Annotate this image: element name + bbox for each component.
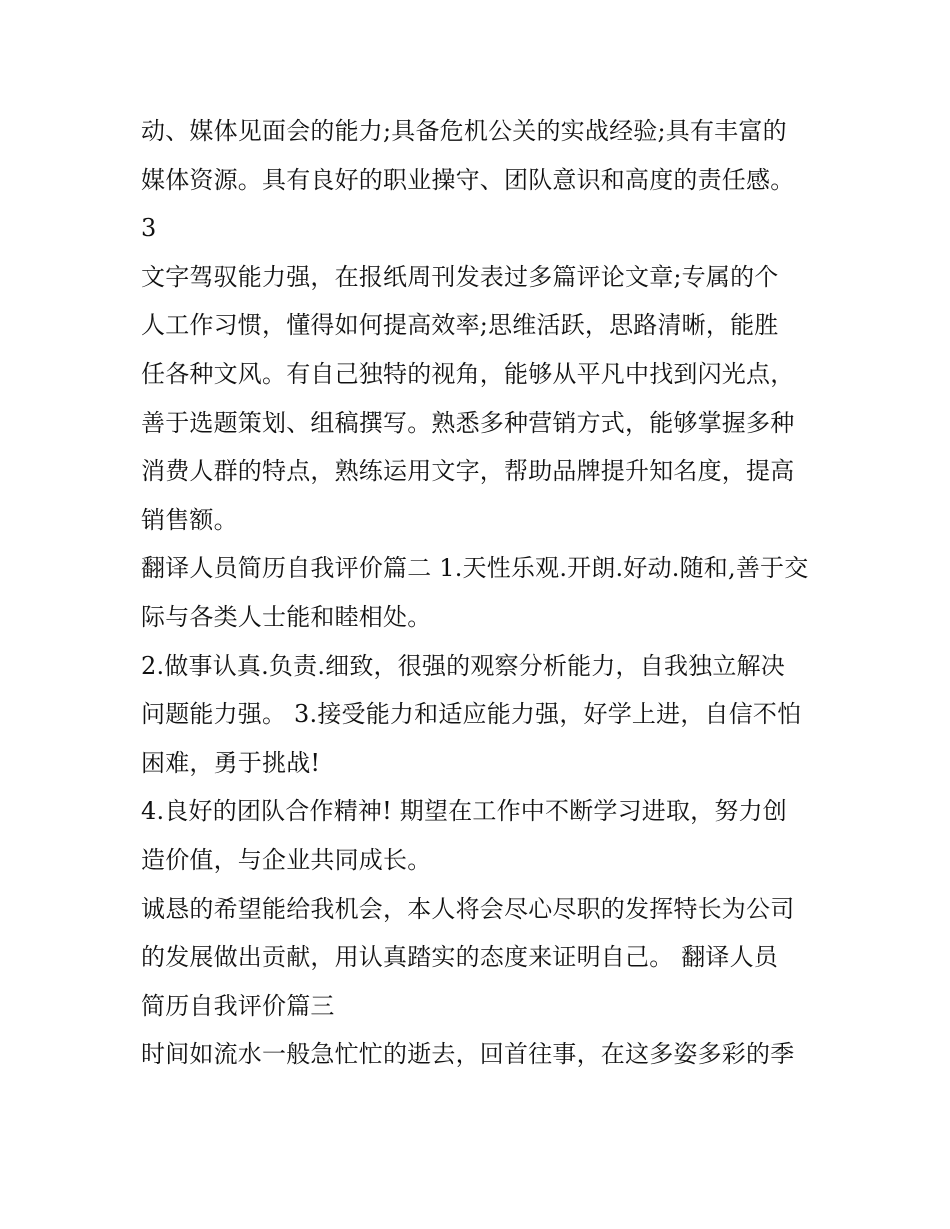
text-line: 媒体资源。具有良好的职业操守、团队意识和高度的责任感。: [141, 165, 795, 194]
text-line: 时间如流水一般急忙忙的逝去，回首往事，在这多姿多彩的季: [141, 1040, 795, 1069]
text-line: 造价值，与企业共同成长。: [141, 845, 432, 874]
text-line: 问题能力强。 3.接受能力和适应能力强，好学上进，自信不怕: [141, 700, 802, 729]
text-line: 动、媒体见面会的能力;具备危机公关的实战经验;具有丰富的: [141, 117, 787, 145]
text-line: 际与各类人士能和睦相处。: [141, 602, 432, 631]
text-line: 4.良好的团队合作精神! 期望在工作中不断学习进取，努力创: [141, 797, 787, 826]
text-line: 2.做事认真.负责.细致，很强的观察分析能力，自我独立解决: [141, 651, 785, 680]
section-number: 3: [141, 214, 157, 243]
text-line: 文字驾驭能力强，在报纸周刊发表过多篇评论文章;专属的个: [141, 262, 779, 291]
text-line: 善于选题策划、组稿撰写。熟悉多种营销方式，能够掌握多种: [141, 408, 795, 437]
text-line: 销售额。: [141, 505, 238, 534]
text-line: 任各种文风。有自己独特的视角，能够从平凡中找到闪光点，: [141, 359, 795, 388]
text-line: 人工作习惯，懂得如何提高效率;思维活跃，思路清晰，能胜: [141, 311, 779, 340]
text-line: 简历自我评价篇三: [141, 991, 335, 1020]
text-line: 困难，勇于挑战!: [141, 748, 321, 777]
text-line: 翻译人员简历自我评价篇二 1.天性乐观.开朗.好动.随和,善于交: [141, 554, 809, 583]
document-body: [141, 107, 821, 1079]
text-line: 消费人群的特点，熟练运用文字，帮助品牌提升知名度，提高: [141, 457, 795, 486]
text-line: 诚恳的希望能给我机会，本人将会尽心尽职的发挥特长为公司: [141, 894, 795, 923]
text-line: 的发展做出贡献，用认真踏实的态度来证明自己。 翻译人员: [141, 943, 779, 972]
